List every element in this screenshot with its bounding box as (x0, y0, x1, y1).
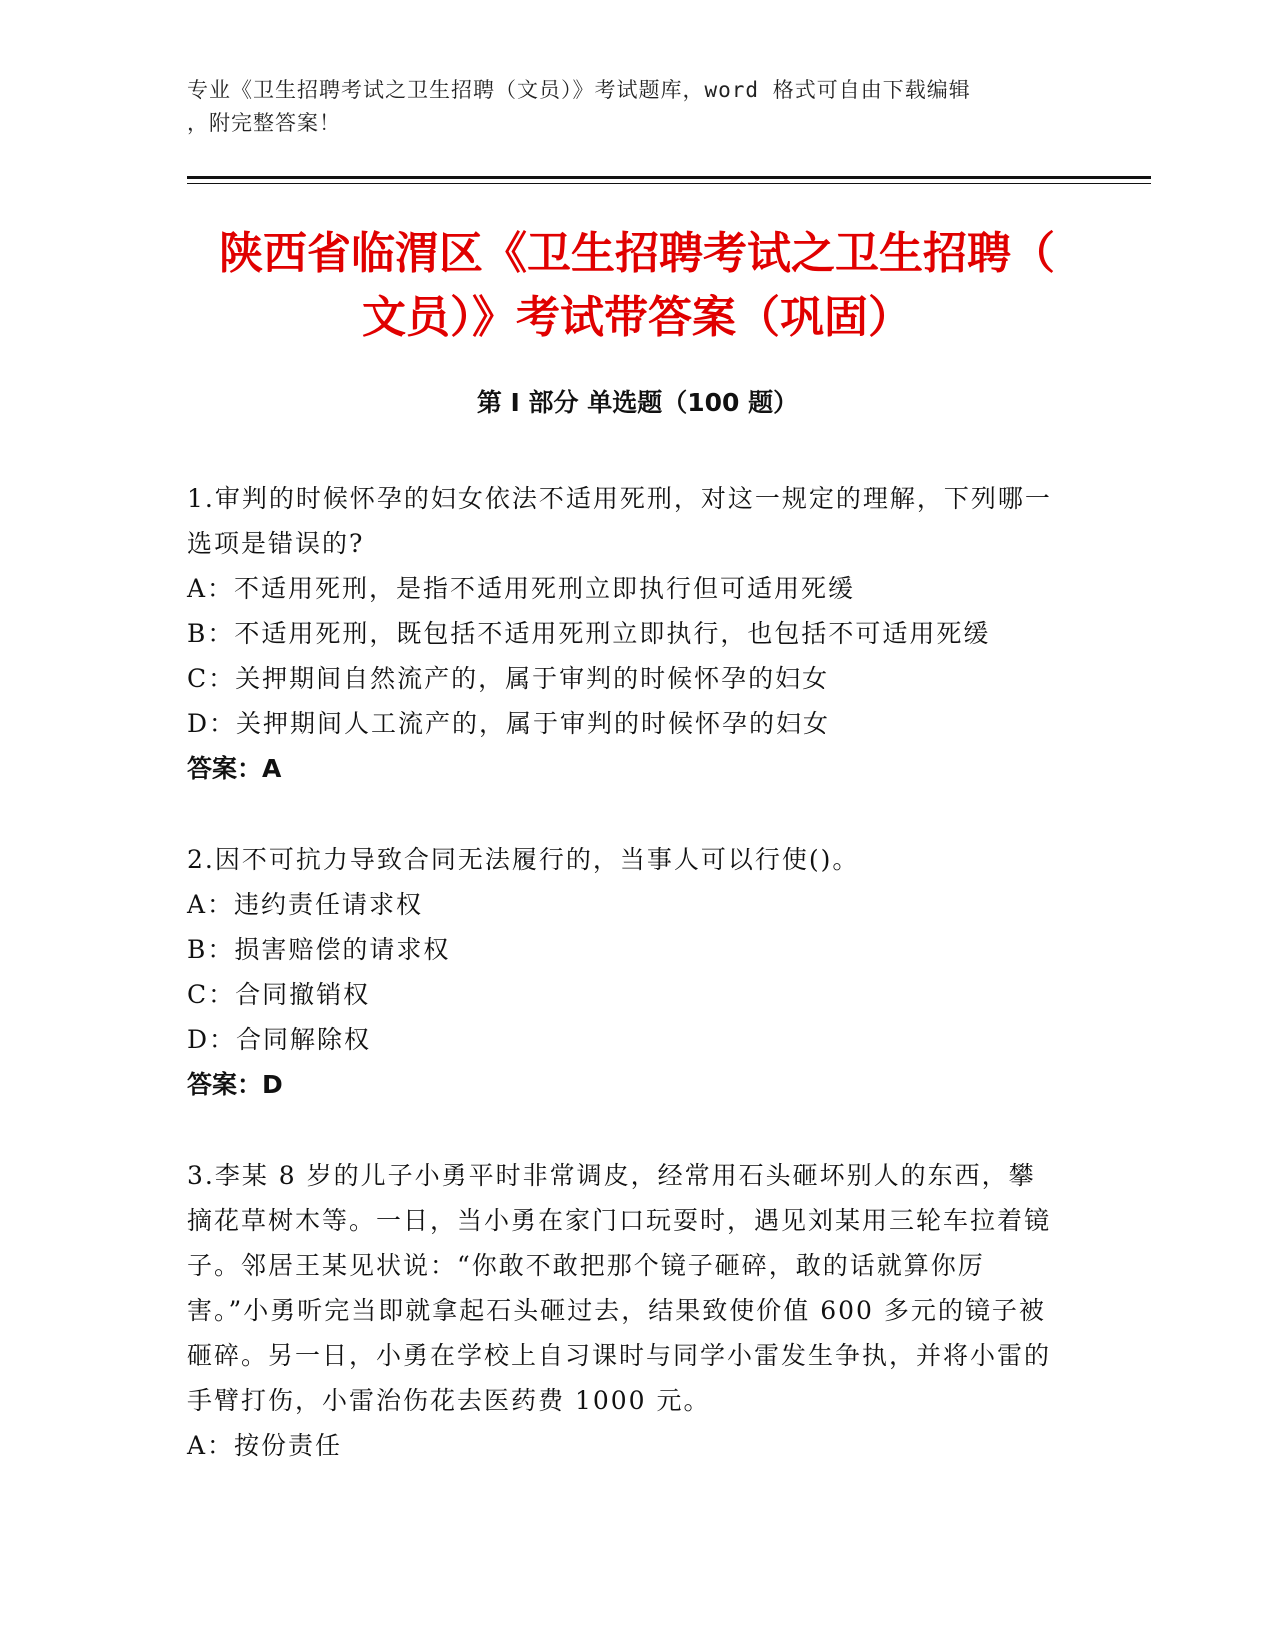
option-a: A：按份责任 (187, 1431, 343, 1460)
document-title-line2: 文员）》考试带答案（巩固） (362, 292, 912, 343)
option-c: C：关押期间自然流产的，属于审判的时候怀孕的妇女 (187, 664, 830, 693)
header-divider-thin (187, 183, 1151, 184)
option-d: D：关押期间人工流产的，属于审判的时候怀孕的妇女 (187, 709, 831, 738)
document-title-line1: 陕西省临渭区《卫生招聘考试之卫生招聘（ (219, 228, 1055, 279)
question-stem: 2.因不可抗力导致合同无法履行的，当事人可以行使()。 (187, 845, 860, 874)
question-item (187, 1153, 1057, 1468)
option-a: A：违约责任请求权 (187, 890, 424, 919)
header-note-line1: 专业《卫生招聘考试之卫生招聘（文员）》考试题库，word 格式可自由下载编辑 (187, 78, 971, 102)
question-item (187, 837, 1057, 1107)
document-title (187, 222, 1087, 350)
option-b: B：不适用死刑，既包括不适用死刑立即执行，也包括不可适用死缓 (187, 619, 991, 648)
question-item (187, 476, 1057, 791)
question-list (187, 476, 1057, 1514)
question-stem: 3.李某 8 岁的儿子小勇平时非常调皮，经常用石头砸坏别人的东西，攀摘花草树木等。一日，当小勇在家门口玩耍时，遇见刘某用三轮车拉着镜子。邻居王某见状说：“你敢不敢把那个镜子砸碎，敢的话就算你厉害。”小勇听完当即就拿起石头砸过去，结果致使价值 600 多元的镜子被砸碎。另一日，小勇在学校上自习课时与同学小雷发生争执，并将小雷的手臂打伤，小雷治伤花去医药费 1000 元。 (187, 1161, 1052, 1415)
header-divider-thick (187, 176, 1151, 179)
section-title: 第 I 部分 单选题（100 题） (476, 388, 799, 417)
answer-label: 答案：D (187, 1070, 283, 1099)
header-note (187, 74, 1087, 140)
answer-label: 答案：A (187, 754, 282, 783)
question-stem: 1.审判的时候怀孕的妇女依法不适用死刑，对这一规定的理解，下列哪一选项是错误的? (187, 484, 1052, 558)
option-d: D：合同解除权 (187, 1025, 372, 1054)
option-c: C：合同撤销权 (187, 980, 371, 1009)
option-b: B：损害赔偿的请求权 (187, 935, 451, 964)
header-note-line2: ，附完整答案！ (187, 111, 341, 135)
option-a: A：不适用死刑，是指不适用死刑立即执行但可适用死缓 (187, 574, 856, 603)
